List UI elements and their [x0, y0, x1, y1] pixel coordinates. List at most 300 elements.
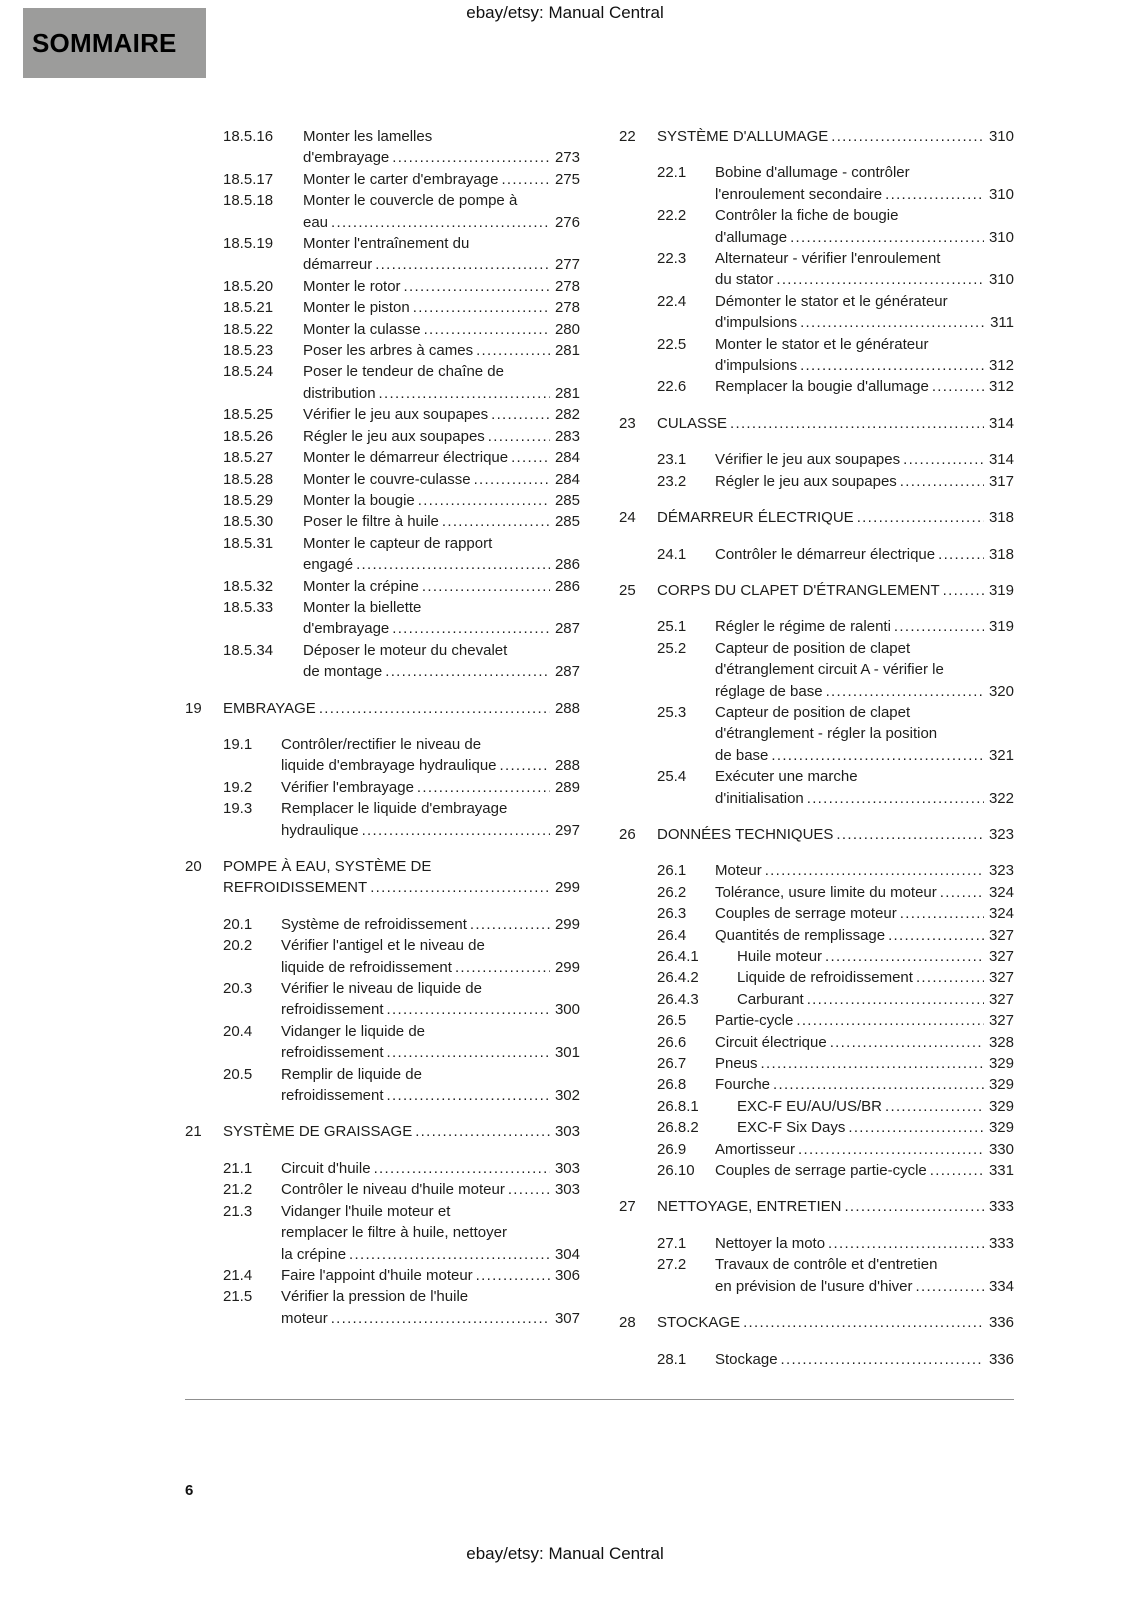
toc-column-left	[185, 126, 580, 1370]
toc-entry-number: 26.6	[657, 1033, 687, 1051]
toc-entry-title	[715, 860, 1014, 881]
toc-entry-line	[281, 755, 580, 776]
toc-entry-text: d'impulsions	[715, 357, 798, 375]
toc-entry-line	[657, 580, 1014, 601]
toc-entry	[619, 413, 1014, 434]
dot-leader	[508, 1179, 550, 1200]
toc-entry-page: 277	[554, 256, 580, 274]
toc-entry-line	[303, 319, 580, 340]
toc-entry-text: hydraulique	[281, 821, 359, 839]
toc-entry-page: 303	[554, 1159, 580, 1177]
toc-entry-text: démarreur	[303, 256, 373, 274]
toc-entry-number: 22	[619, 128, 636, 145]
dot-leader	[413, 297, 550, 318]
dot-leader	[375, 254, 550, 275]
toc-entry-text: Vérifier l'embrayage	[281, 778, 414, 796]
toc-entry-line: Capteur de position de clapet	[715, 639, 911, 657]
toc-entry-number: 19.2	[223, 778, 253, 796]
toc-entry-title	[281, 1286, 580, 1329]
toc-entry-number: 21.3	[223, 1202, 253, 1220]
toc-entry-text: Nettoyer la moto	[715, 1234, 826, 1252]
dot-leader	[331, 1308, 550, 1329]
toc-entry-line: Alternateur - vérifier l'enroulement	[715, 250, 941, 268]
toc-entry-text: d'embrayage	[303, 149, 390, 167]
toc-entry	[185, 777, 580, 798]
toc-entry	[619, 471, 1014, 492]
toc-entry-line: Démonter le stator et le générateur	[715, 292, 948, 310]
toc-entry	[619, 1053, 1014, 1074]
dot-leader	[900, 471, 984, 492]
toc-entry-number: 22.2	[657, 207, 687, 225]
toc-entry-title	[303, 340, 580, 361]
toc-entry-text: Faire l'appoint d'huile moteur	[281, 1266, 473, 1284]
toc-entry-text: réglage de base	[715, 682, 823, 700]
toc-entry	[185, 734, 580, 777]
toc-entry-page: 336	[988, 1314, 1014, 1332]
toc-entry-number: 26.8	[657, 1076, 687, 1094]
toc-entry-line	[715, 312, 1014, 333]
toc-entry-page: 306	[554, 1266, 580, 1284]
toc-entry-number: 19.1	[223, 735, 253, 753]
toc-entry-number: 18.5.27	[223, 449, 274, 467]
toc-entry	[185, 1064, 580, 1107]
toc-entry-number: 28.1	[657, 1350, 687, 1368]
dot-leader	[943, 580, 984, 601]
toc-entry-title	[281, 777, 580, 798]
toc-entry-number: 27.1	[657, 1234, 687, 1252]
toc-entry-text: du stator	[715, 271, 774, 289]
toc-entry-text: Monter la crépine	[303, 577, 419, 595]
toc-entry	[185, 1121, 580, 1142]
toc-entry-line	[737, 989, 1014, 1010]
toc-entry-line	[281, 957, 580, 978]
toc-entry-line: Contrôler la fiche de bougie	[715, 207, 899, 225]
toc-entry-title	[657, 413, 1014, 434]
toc-entry	[185, 169, 580, 190]
toc-entry-line	[223, 1121, 580, 1142]
toc-entry-text: Amortisseur	[715, 1140, 796, 1158]
dot-leader	[900, 903, 984, 924]
toc-entry-page: 310	[988, 185, 1014, 203]
toc-entry-number: 20.5	[223, 1065, 253, 1083]
toc-entry-text: DONNÉES TECHNIQUES	[657, 825, 834, 843]
toc-entry-text: Stockage	[715, 1350, 778, 1368]
toc-entry-line	[281, 1179, 580, 1200]
toc-entry-text: liquide d'embrayage hydraulique	[281, 757, 497, 775]
toc-entry-line	[715, 184, 1014, 205]
toc-entry-line	[303, 404, 580, 425]
toc-entry-line: Remplacer le liquide d'embrayage	[281, 800, 508, 818]
toc-entry-line: remplacer le filtre à huile, nettoyer	[281, 1224, 507, 1242]
toc-entry-line	[715, 681, 1014, 702]
toc-entry-number: 26.2	[657, 883, 687, 901]
toc-entry	[619, 544, 1014, 565]
toc-entry-page: 278	[554, 299, 580, 317]
toc-entry-line	[281, 1042, 580, 1063]
toc-entry-text: Quantités de remplissage	[715, 926, 886, 944]
toc-entry-page: 312	[988, 357, 1014, 375]
toc-entry-line	[281, 999, 580, 1020]
toc-entry-line: Bobine d'allumage - contrôler	[715, 164, 910, 182]
toc-entry-title	[303, 511, 580, 532]
toc-entry-number: 18.5.34	[223, 641, 274, 659]
toc-entry-page: 281	[554, 342, 580, 360]
toc-entry-line	[657, 413, 1014, 434]
toc-entry-number: 20	[185, 858, 202, 875]
toc-entry-page: 318	[988, 545, 1014, 563]
toc-entry	[619, 766, 1014, 809]
toc-entry-page: 311	[990, 314, 1014, 332]
dot-leader	[903, 449, 984, 470]
toc-entry-line: d'étranglement circuit A - vérifier le	[715, 661, 944, 679]
toc-entry-text: Contrôler le niveau d'huile moteur	[281, 1181, 505, 1199]
dot-leader	[938, 544, 984, 565]
toc-entry-number: 18.5.29	[223, 491, 274, 509]
toc-entry-text: en prévision de l'usure d'hiver	[715, 1277, 913, 1295]
toc-entry-text: Régler le jeu aux soupapes	[303, 427, 485, 445]
toc-entry-number: 25.3	[657, 703, 687, 721]
toc-entry	[619, 126, 1014, 147]
toc-entry-line	[715, 449, 1014, 470]
toc-entry-line	[303, 297, 580, 318]
toc-entry-number: 18.5.20	[223, 277, 274, 295]
dot-leader	[501, 169, 550, 190]
toc-entry-title	[715, 1074, 1014, 1095]
toc-entry-number: 20.3	[223, 980, 253, 998]
toc-entry	[185, 978, 580, 1021]
toc-entry-number: 22.4	[657, 292, 687, 310]
toc-entry-line	[715, 788, 1014, 809]
toc-entry-line: Vérifier l'antigel et le niveau de	[281, 937, 485, 955]
toc-entry-title	[657, 580, 1014, 601]
toc-entry-number: 26.8.2	[657, 1119, 699, 1137]
toc-entry-page: 283	[554, 427, 580, 445]
toc-entry-line: Monter l'entraînement du	[303, 235, 470, 253]
toc-entry	[619, 248, 1014, 291]
toc-entry	[619, 967, 1014, 988]
toc-entry-number: 18.5.31	[223, 534, 274, 552]
toc-entry-line	[715, 1160, 1014, 1181]
toc-entry-number: 19	[185, 699, 202, 717]
dot-leader	[776, 269, 984, 290]
toc-entry-page: 327	[988, 948, 1014, 965]
toc-entry-text: Poser les arbres à cames	[303, 342, 474, 360]
toc-entry-number: 18.5.16	[223, 128, 274, 145]
toc-entry-number: 26.8.1	[657, 1097, 699, 1115]
toc-entry-line	[281, 914, 580, 935]
toc-entry-page: 288	[554, 757, 580, 775]
toc-entry-line	[303, 276, 580, 297]
toc-entry	[619, 882, 1014, 903]
toc-entry-page: 310	[988, 128, 1014, 145]
toc-entry-page: 323	[988, 862, 1014, 880]
toc-entry-text: Carburant	[737, 990, 804, 1008]
toc-entry-title	[715, 471, 1014, 492]
toc-entry-number: 19.3	[223, 800, 253, 818]
dot-leader	[761, 1053, 984, 1074]
dot-leader	[491, 404, 550, 425]
toc-entry-page: 281	[554, 384, 580, 402]
toc-entry-text: Poser le filtre à huile	[303, 513, 439, 531]
dot-leader	[831, 126, 984, 147]
toc-entry	[185, 640, 580, 683]
toc-entry-title	[657, 507, 1014, 528]
toc-entry-text: REFROIDISSEMENT	[223, 879, 368, 897]
toc-entry	[185, 361, 580, 404]
toc-entry-page: 322	[988, 789, 1014, 807]
toc-entry	[619, 925, 1014, 946]
toc-entry-page: 301	[554, 1044, 580, 1062]
toc-entry	[185, 319, 580, 340]
toc-entry-text: l'enroulement secondaire	[715, 185, 883, 203]
toc-entry	[185, 490, 580, 511]
toc-entry-line	[303, 618, 580, 639]
toc-entry-page: 297	[554, 821, 580, 839]
toc-entry-title	[303, 640, 580, 683]
toc-entry-page: 324	[988, 905, 1014, 923]
toc-entry-line: Remplir de liquide de	[281, 1065, 422, 1083]
toc-entry-number: 20.1	[223, 915, 253, 933]
toc-entry-number: 22.6	[657, 378, 687, 396]
toc-entry	[619, 1010, 1014, 1031]
toc-entry-number: 27	[619, 1198, 636, 1216]
toc-entry-title	[715, 162, 1014, 205]
toc-entry-page: 330	[988, 1140, 1014, 1158]
toc-entry	[185, 340, 580, 361]
dot-leader	[385, 661, 550, 682]
toc-entry	[619, 638, 1014, 702]
toc-entry-text: NETTOYAGE, ENTRETIEN	[657, 1198, 842, 1216]
dot-leader	[319, 698, 550, 719]
toc-entry-title	[715, 1139, 1014, 1160]
toc-entry-title	[715, 449, 1014, 470]
toc-entry-line	[715, 1139, 1014, 1160]
toc-entry-text: Remplacer la bougie d'allumage	[715, 378, 929, 396]
dot-leader	[470, 914, 550, 935]
dot-leader	[930, 1160, 984, 1181]
toc-entry-text: CULASSE	[657, 414, 728, 432]
toc-entry-title	[303, 297, 580, 318]
toc-entry	[185, 1179, 580, 1200]
toc-entry-line	[303, 490, 580, 511]
toc-entry-text: engagé	[303, 556, 354, 574]
toc-entry-number: 25	[619, 581, 636, 599]
toc-entry-line	[303, 511, 580, 532]
toc-entry-page: 327	[988, 926, 1014, 944]
toc-entry-text: DÉMARREUR ÉLECTRIQUE	[657, 509, 854, 527]
dot-leader	[798, 1139, 984, 1160]
dot-leader	[932, 376, 984, 397]
toc-entry-page: 284	[554, 449, 580, 467]
toc-entry-title	[303, 469, 580, 490]
toc-entry-line	[715, 355, 1014, 376]
toc-entry-title	[303, 126, 580, 169]
toc-entry	[619, 449, 1014, 470]
toc-entry	[619, 1349, 1014, 1370]
dot-leader	[500, 755, 550, 776]
dot-leader	[730, 413, 984, 434]
toc-entry-text: Monter la bougie	[303, 491, 415, 509]
toc-entry-title	[281, 1201, 580, 1265]
toc-entry-title	[303, 169, 580, 190]
toc-entry	[619, 824, 1014, 845]
toc-entry-text: refroidissement	[281, 1044, 384, 1062]
toc-entry-page: 329	[988, 1119, 1014, 1137]
toc-entry-title	[715, 291, 1014, 334]
toc-entry-page: 318	[988, 509, 1014, 527]
toc-entry-page: 299	[554, 915, 580, 933]
dot-leader	[888, 925, 984, 946]
toc-entry-line	[303, 469, 580, 490]
toc-entry-title	[303, 576, 580, 597]
toc-entry-text: Circuit électrique	[715, 1033, 827, 1051]
dot-leader	[418, 490, 550, 511]
toc-entry-line	[657, 126, 1014, 147]
dot-leader	[773, 1074, 984, 1095]
toc-entry-text: Huile moteur	[737, 948, 823, 965]
toc-entry-title	[303, 597, 580, 640]
toc-entry-page: 285	[554, 491, 580, 509]
toc-entry	[185, 126, 580, 169]
toc-entry-page: 334	[988, 1277, 1014, 1295]
toc-entry	[619, 334, 1014, 377]
toc-entry-number: 26.4.1	[657, 948, 699, 965]
dot-leader	[362, 820, 550, 841]
toc-entry-line	[303, 426, 580, 447]
toc-entry-line	[303, 169, 580, 190]
toc-entry-line: Monter la biellette	[303, 598, 422, 616]
toc-entry	[185, 511, 580, 532]
toc-entry-page: 275	[554, 170, 580, 188]
toc-entry-text: Monter la culasse	[303, 320, 421, 338]
toc-entry	[619, 580, 1014, 601]
toc-entry-number: 26.3	[657, 905, 687, 923]
toc-entry-line	[303, 576, 580, 597]
dot-leader	[800, 355, 984, 376]
dot-leader	[442, 511, 550, 532]
toc-entry-line	[281, 1265, 580, 1286]
toc-entry-page: 299	[554, 879, 580, 897]
dot-leader	[828, 1233, 984, 1254]
toc-entry-text: Monter le carter d'embrayage	[303, 170, 499, 188]
toc-entry-text: eau	[303, 213, 329, 231]
toc-entry-number: 21.4	[223, 1266, 253, 1284]
toc-entry-title	[715, 1349, 1014, 1370]
toc-entry-title	[715, 616, 1014, 637]
toc-entry-title	[737, 946, 1014, 967]
toc-entry-title	[281, 1265, 580, 1286]
toc-entry-page: 320	[988, 682, 1014, 700]
toc-entry-page: 333	[988, 1234, 1014, 1252]
toc-entry-title	[303, 190, 580, 233]
toc-entry-text: SYSTÈME D'ALLUMAGE	[657, 128, 829, 145]
toc-entry-line: Travaux de contrôle et d'entretien	[715, 1256, 938, 1274]
toc-entry-title	[657, 824, 1014, 845]
toc-entry-text: liquide de refroidissement	[281, 958, 452, 976]
toc-entry-title	[303, 447, 580, 468]
toc-entry-line	[715, 616, 1014, 637]
toc-entry-page: 327	[988, 990, 1014, 1008]
dot-leader	[796, 1010, 984, 1031]
toc-entry-title	[715, 376, 1014, 397]
toc-entry-text: d'initialisation	[715, 789, 804, 807]
toc-entry-line: Vérifier la pression de l'huile	[281, 1288, 469, 1306]
dot-leader	[331, 212, 550, 233]
toc-entry-text: refroidissement	[281, 1001, 384, 1019]
header-title: ebay/etsy: Manual Central	[466, 3, 664, 22]
footer-title: ebay/etsy: Manual Central	[466, 1544, 664, 1563]
toc-entry-number: 26.1	[657, 862, 687, 880]
toc-entry-number: 18.5.18	[223, 192, 274, 210]
toc-entry-title	[737, 1096, 1014, 1117]
toc-entry-text: Régler le jeu aux soupapes	[715, 472, 897, 490]
toc-entry	[185, 935, 580, 978]
dot-leader	[857, 507, 984, 528]
toc-entry-title	[715, 1032, 1014, 1053]
toc-entry-text: Monter le démarreur électrique	[303, 449, 509, 467]
toc-entry-title	[303, 319, 580, 340]
dot-leader	[392, 147, 550, 168]
toc-entry	[619, 1254, 1014, 1297]
toc-entry-line: Vérifier le niveau de liquide de	[281, 980, 482, 998]
toc-column-right	[619, 126, 1014, 1370]
toc-entry-title	[657, 126, 1014, 147]
toc-entry-line	[657, 1196, 1014, 1217]
dot-leader	[374, 1158, 550, 1179]
toc-entry-title	[303, 276, 580, 297]
toc-entry-page: 303	[554, 1181, 580, 1199]
toc-entry-title	[715, 1254, 1014, 1297]
toc-entry-line	[715, 1032, 1014, 1053]
toc-entry-text: Vérifier le jeu aux soupapes	[303, 406, 489, 424]
dot-leader	[370, 877, 550, 898]
toc-entry-text: distribution	[303, 384, 376, 402]
toc-entry-line: POMPE À EAU, SYSTÈME DE	[223, 858, 432, 875]
table-of-contents	[185, 126, 1014, 1370]
toc-entry-number: 23.1	[657, 451, 687, 469]
toc-entry	[619, 1032, 1014, 1053]
toc-entry-line	[715, 745, 1014, 766]
toc-entry	[185, 576, 580, 597]
toc-entry-title	[715, 1010, 1014, 1031]
toc-entry-page: 317	[988, 472, 1014, 490]
toc-entry-line	[223, 877, 580, 898]
toc-entry-number: 28	[619, 1314, 636, 1332]
toc-entry-line	[715, 1010, 1014, 1031]
dot-leader	[392, 618, 550, 639]
toc-entry-text: Monter le piston	[303, 299, 410, 317]
toc-entry	[619, 1074, 1014, 1095]
toc-entry-title	[715, 925, 1014, 946]
toc-entry-number: 25.4	[657, 768, 687, 786]
dot-leader	[807, 788, 984, 809]
toc-entry-page: 284	[554, 470, 580, 488]
toc-entry-number: 26.4.2	[657, 969, 699, 987]
toc-entry-page: 329	[988, 1076, 1014, 1094]
toc-entry-number: 26.5	[657, 1012, 687, 1030]
dot-leader	[771, 745, 984, 766]
toc-entry-number: 18.5.28	[223, 470, 274, 488]
toc-entry-title	[303, 426, 580, 447]
toc-entry	[185, 698, 580, 719]
toc-entry	[185, 533, 580, 576]
toc-entry	[619, 376, 1014, 397]
toc-entry	[185, 914, 580, 935]
dot-leader	[422, 576, 550, 597]
toc-entry-page: 278	[554, 277, 580, 295]
toc-entry-page: 319	[988, 618, 1014, 636]
toc-entry	[185, 597, 580, 640]
